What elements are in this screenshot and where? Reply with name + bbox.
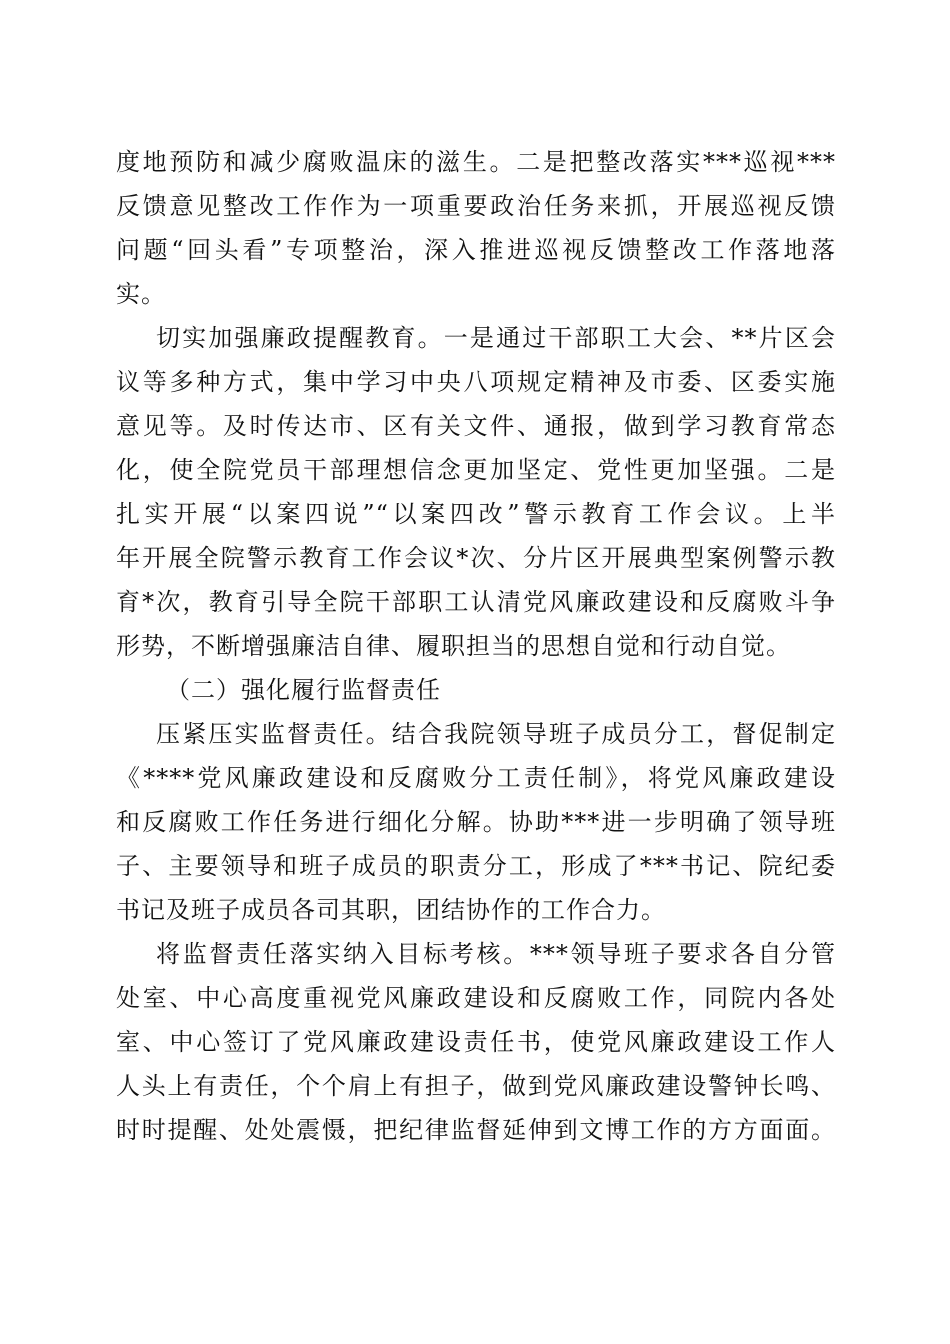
paragraph-start-line: 将监督责任落实纳入目标考核。***领导班子要求各自分管 [156, 940, 836, 968]
text-line: 处室、中心高度重视党风廉政建设和反腐败工作，同院内各处 [116, 984, 836, 1012]
text-line: 实。 [116, 280, 166, 308]
text-line: 扎实开展“以案四说”“以案四改”警示教育工作会议。上半 [116, 500, 836, 528]
text-line: 子、主要领导和班子成员的职责分工，形成了***书记、院纪委 [116, 852, 836, 880]
text-line: 反馈意见整改工作作为一项重要政治任务来抓，开展巡视反馈 [116, 192, 836, 220]
paragraph-start-line: 切实加强廉政提醒教育。一是通过干部职工大会、**片区会 [156, 324, 836, 352]
text-line: 《****党风廉政建设和反腐败分工责任制》，将党风廉政建设 [116, 764, 836, 792]
section-heading: （二）强化履行监督责任 [166, 676, 441, 704]
text-line: 年开展全院警示教育工作会议*次、分片区开展典型案例警示教 [116, 544, 836, 572]
text-line: 人头上有责任，个个肩上有担子，做到党风廉政建设警钟长鸣、 [116, 1072, 836, 1100]
text-line: 育*次，教育引导全院干部职工认清党风廉政建设和反腐败斗争 [116, 588, 836, 616]
text-line: 议等多种方式，集中学习中央八项规定精神及市委、区委实施 [116, 368, 836, 396]
text-line: 室、中心签订了党风廉政建设责任书，使党风廉政建设工作人 [116, 1028, 836, 1056]
text-line: 度地预防和减少腐败温床的滋生。二是把整改落实***巡视*** [116, 148, 836, 176]
paragraph-start-line: 压紧压实监督责任。结合我院领导班子成员分工，督促制定 [156, 720, 836, 748]
text-line: 化，使全院党员干部理想信念更加坚定、党性更加坚强。二是 [116, 456, 836, 484]
text-line: 形势，不断增强廉洁自律、履职担当的思想自觉和行动自觉。 [116, 632, 791, 660]
text-line: 时时提醒、处处震慑，把纪律监督延伸到文博工作的方方面面。 [116, 1116, 836, 1144]
text-line: 书记及班子成员各司其职，团结协作的工作合力。 [116, 896, 666, 924]
text-line: 问题“回头看”专项整治，深入推进巡视反馈整改工作落地落 [116, 236, 836, 264]
text-line: 和反腐败工作任务进行细化分解。协助***进一步明确了领导班 [116, 808, 836, 836]
text-line: 意见等。及时传达市、区有关文件、通报，做到学习教育常态 [116, 412, 836, 440]
